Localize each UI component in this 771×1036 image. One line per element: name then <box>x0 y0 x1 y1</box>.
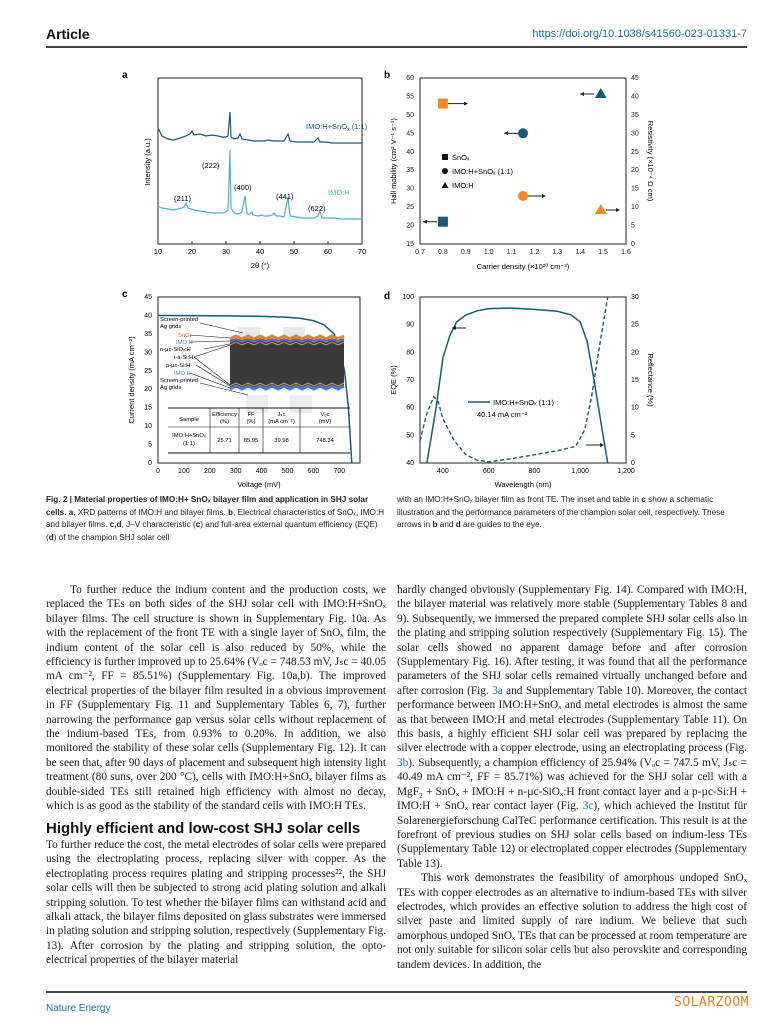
cell-efficiency: 25.71 <box>217 438 232 444</box>
peak-441: (441) <box>276 192 294 201</box>
axis-label-x-b: Carrier density (×10²⁰ cm⁻³) <box>476 262 570 271</box>
axis-label-y-c: Current density (mA cm⁻²) <box>127 336 136 424</box>
figure-panel-d <box>380 287 660 492</box>
x-ticks-b <box>415 249 631 256</box>
paragraph: hardly changed obviously (Supplementary Fig. 14). Compared with IMO:H, the bilayer material was relatively more stable (Supplementary Tables 8 and 9). Subsequently, we immersed the prepared complete SHJ solar cells also in the plating and stripping solution respectively (Supplementary Fig. 15). The solar cells showed no apparent damage before and after corrosion (Supplementary Fig. 16). After testing, it was found that all the performance parameters of the SHJ solar cells remained virtually unchanged before and after corrosion (Fig. 3a and Supplementary Table 10). Moreover, the contact performance between IMO:H+SnOₓ and metal electrodes is almost the same as that between IMO:H and metal electrodes (Supplementary Table 11). On this basis, a highly efficient SHJ solar cell was prepared by replacing the silver electrode with a copper electrode, using an electroplating process (Fig. 3b). Subsequently, a champion efficiency of 25.94% (Vₒc = 747.5 mV, Jₛc = 40.49 mA cm⁻², FF = 85.71%) was achieved for the SHJ solar cell with a MgF₂ + SnOₓ + IMO:H + n-µc-SiOₓ:H front contact layer and a p-µc-Si:H + IMO:H + SnOₓ rear contact layer (Fig. 3c), which achieved the Institut für Solarenergieforschung CalTeC performance certification. This result is at the forefront of previous studies on SHJ solar cells based on indium-less TEs (Supplementary Table 12) or electroplated copper electrodes (Supplementary Table 13). <box>397 584 747 870</box>
svg-text:100: 100 <box>402 294 414 301</box>
svg-text:20: 20 <box>144 386 152 394</box>
svg-text:40.14 mA cm⁻²: 40.14 mA cm⁻² <box>477 410 528 419</box>
svg-text:35: 35 <box>144 330 152 338</box>
svg-text:Screen-printed: Screen-printed <box>160 317 199 323</box>
svg-text:10: 10 <box>144 423 152 431</box>
watermark: SOLARZOOM <box>674 995 749 1010</box>
header-rule <box>46 46 747 48</box>
svg-text:40: 40 <box>406 460 414 467</box>
svg-text:FF: FF <box>247 412 255 418</box>
cell-jsc: 39.98 <box>274 438 289 444</box>
axis-label-y-d: EQE (%) <box>389 365 398 395</box>
fig-3a-link[interactable]: 3a <box>492 684 503 697</box>
svg-text:80: 80 <box>406 349 414 357</box>
svg-text:1.1: 1.1 <box>506 249 517 256</box>
svg-text:700: 700 <box>333 468 346 475</box>
svg-text:15: 15 <box>144 404 152 412</box>
marker-imoh-resistivity <box>595 204 607 214</box>
svg-text:20: 20 <box>631 167 639 175</box>
svg-text:10: 10 <box>631 404 639 412</box>
marker-bilayer-resistivity <box>518 191 528 201</box>
figure-panel-c <box>118 287 380 492</box>
cell-ff: 85.95 <box>243 438 259 444</box>
svg-text:50: 50 <box>289 247 299 256</box>
marker-snox-mobility <box>438 217 448 227</box>
svg-text:Jₛc: Jₛc <box>277 412 286 418</box>
svg-text:1.4: 1.4 <box>575 249 586 256</box>
svg-text:Ag grids: Ag grids <box>160 324 182 330</box>
svg-text:p-µc-Si:H: p-µc-Si:H <box>166 363 191 369</box>
paragraph: This work demonstrates the feasibility of amorphous undoped SnOₓ TEs with copper electrodes as an alternative to indium-based TEs with silver electrodes, which provides an effective solution to address the high cost of silver paste and limited supply of rare indium. We believe that such amorphous undoped SnOₓ TEs that can be processed at room temperature are not only suitable for silicon solar cells but also perovskite and corresponding tandem devices. In addition, the <box>397 872 747 971</box>
svg-text:20: 20 <box>631 349 639 357</box>
svg-text:50: 50 <box>406 111 414 119</box>
svg-text:40: 40 <box>631 93 639 101</box>
axis-label-y-right-b: Resistivity (×10⁻⁴ Ω cm) <box>646 120 655 202</box>
svg-text:Efficiency: Efficiency <box>212 412 237 418</box>
svg-text:35: 35 <box>406 167 414 175</box>
svg-text:500: 500 <box>281 468 294 475</box>
axis-label-y-a: Intensity (a.u.) <box>143 138 152 186</box>
svg-text:0.8: 0.8 <box>438 249 448 256</box>
svg-text:600: 600 <box>307 468 320 475</box>
svg-text:IMO:H: IMO:H <box>174 371 191 377</box>
svg-text:50: 50 <box>406 432 414 440</box>
axis-label-x-d: Wavelength (nm) <box>494 480 552 489</box>
svg-text:1.3: 1.3 <box>552 249 563 256</box>
panel-label-a: a <box>122 70 128 81</box>
svg-text:(mA cm⁻²): (mA cm⁻²) <box>268 419 295 425</box>
svg-text:15: 15 <box>631 377 639 384</box>
svg-text:5: 5 <box>148 441 152 449</box>
svg-text:(mV): (mV) <box>318 419 332 425</box>
peak-400: (400) <box>234 183 252 192</box>
svg-text:IMO:H+SnOx (1:1): IMO:H+SnO$_x$ (1:1) <box>306 122 368 133</box>
y-ticks-c <box>144 294 152 467</box>
figure-panel-a <box>118 62 380 277</box>
svg-text:40: 40 <box>255 247 265 256</box>
svg-text:200: 200 <box>203 468 216 475</box>
svg-text:30: 30 <box>221 247 231 256</box>
svg-text:SnOₓ: SnOₓ <box>178 333 192 339</box>
svg-text:60: 60 <box>323 247 333 256</box>
peak-222: (222) <box>202 161 220 170</box>
y-ticks-d <box>402 294 414 467</box>
svg-text:10: 10 <box>631 204 639 212</box>
svg-text:1.5: 1.5 <box>598 249 608 256</box>
svg-text:0.7: 0.7 <box>415 249 425 256</box>
svg-text:1.2: 1.2 <box>529 249 540 256</box>
performance-table <box>168 408 350 453</box>
svg-text:15: 15 <box>406 241 414 248</box>
svg-text:5: 5 <box>631 222 635 230</box>
svg-text:1.6: 1.6 <box>621 249 631 256</box>
svg-text:Ag grids: Ag grids <box>160 385 182 391</box>
doi-link[interactable]: https://doi.org/10.1038/s41560-023-01331-7 <box>532 28 747 40</box>
fig-3c-link[interactable]: 3c <box>582 800 594 813</box>
svg-text:300: 300 <box>229 468 242 475</box>
svg-text:i-a-Si:H: i-a-Si:H <box>174 355 194 361</box>
body-column-right <box>397 583 747 972</box>
series-label-bilayer: IMO:H+SnO <box>306 122 348 131</box>
svg-text:IMO:H+SnOₓ: IMO:H+SnOₓ <box>172 433 206 439</box>
svg-text:Vₒc: Vₒc <box>320 412 330 418</box>
svg-text:55: 55 <box>406 93 414 101</box>
svg-text:25: 25 <box>631 321 639 329</box>
svg-text:45: 45 <box>144 294 152 301</box>
svg-text:(1:1): (1:1) <box>183 441 195 447</box>
svg-text:0: 0 <box>631 241 635 248</box>
th-sample: Sample <box>179 417 199 423</box>
paragraph: To further reduce the indium content and the production costs, we replaced the TEs on both sides of the SHJ solar cell with IMO:H+SnOₓ bilayer films. The cell structure is shown in Supplementary Fig. 10a. As with the replacement of the front TE with a single layer of SnOₓ film, the indium content of the solar cell is also reduced by 50%, while the efficiency is further improved up to 25.64% (Vₒc = 748.53 mV, Jₛc = 40.05 mA cm⁻², FF = 85.51%) (Supplementary Fig. 10a,b). The improved electrical properties of the bilayer film resulted in a obvious improvement in FF (Supplementary Fig. 11 and Supplementary Tables 6, 7), further narrowing the performance gap versus solar cells without replacement of the indium-based TEs, from 0.93% to 0.20%. In addition, we also monitored the stability of these solar cells (Supplementary Fig. 12). It can be seen that, after 90 days of placement and subsequent high intensity light treatment (80 suns, over 200 °C), cells with IMO:H+SnOₓ bilayer films as double-sided TEs still retained high efficiency with almost no decay, which is as good as the stability of the standard cells with IMO:H TEs. <box>46 584 386 813</box>
svg-text:10: 10 <box>153 247 163 256</box>
svg-text:35: 35 <box>631 111 639 119</box>
svg-text:20: 20 <box>187 247 197 256</box>
section-label: Article <box>46 26 90 42</box>
legend-d <box>468 398 558 419</box>
panel-label-b: b <box>384 70 391 81</box>
svg-text:30: 30 <box>406 185 414 193</box>
svg-text:70: 70 <box>357 247 367 256</box>
svg-text:70: 70 <box>406 377 414 384</box>
y-ticks-right-d <box>631 294 639 467</box>
svg-text:45: 45 <box>631 75 639 82</box>
svg-text:1,000: 1,000 <box>571 468 589 475</box>
svg-text:40: 40 <box>406 148 414 156</box>
svg-text:1.0: 1.0 <box>483 249 494 256</box>
svg-text:400: 400 <box>437 468 449 475</box>
y-ticks-right-b <box>631 75 639 248</box>
axis-label-x-a: 2θ (°) <box>250 261 270 270</box>
svg-text:20: 20 <box>406 222 414 230</box>
legend-b <box>442 153 514 190</box>
svg-text:25: 25 <box>631 148 639 156</box>
svg-text:0.9: 0.9 <box>460 249 471 256</box>
figure-caption-right: with an IMO:H+SnOₓ bilayer film as front TE. The inset and table in c show a schematic illustration and the performance parameters of the champion solar cell, respectively. These arrows in b and d are guides to the eye. <box>397 495 725 530</box>
paragraph: To further reduce the cost, the metal electrodes of solar cells were prepared using the electroplating process, replacing silver with copper. As the electroplating process requires plating and stripping processes²², the SHJ solar cells will then be subjected to strong acid plating solution and alkali stripping solution. To test whether the bilayer films can withstand acid and alkali attack, the bilayer films deposited on glass substrates were immersed in plating solution and stripping solution, respectively (Supplementary Fig. 13). After corrosion by the plating and stripping solution, the opto-electrical properties of the bilayer material <box>46 838 386 967</box>
y-ticks-b <box>406 75 414 248</box>
svg-text:15: 15 <box>631 185 639 193</box>
peak-622: (622) <box>308 204 326 213</box>
x-ticks-c <box>156 468 345 475</box>
body-column-left <box>46 583 386 968</box>
svg-text:600: 600 <box>482 468 495 475</box>
axis-label-x-c: Voltage (mV) <box>237 480 281 489</box>
figure-caption-left: Fig. 2 | Material properties of IMO:H+ SnOₓ bilayer film and application in SHJ solar cells. a, XRD patterns of IMO:H and bilayer films. b, Electrical characteristics of SnOₓ, IMO:H and bilayer films. c,d, J–V characteristic (c) and full-area external quantum efficiency (EQE) (d) of the champion SHJ solar cell <box>46 495 385 542</box>
svg-text:40: 40 <box>144 312 152 320</box>
fig-3b-link[interactable]: 3b <box>397 756 409 769</box>
marker-bilayer-mobility <box>518 128 528 138</box>
svg-text:400: 400 <box>255 468 268 475</box>
cell-voc: 748.34 <box>316 438 334 444</box>
svg-text:IMO:H: IMO:H <box>176 340 193 346</box>
panel-label-d: d <box>384 291 391 302</box>
svg-text:25: 25 <box>406 204 414 212</box>
svg-text:90: 90 <box>406 321 414 329</box>
svg-text:30: 30 <box>144 349 152 357</box>
svg-text:IMO:H: IMO:H <box>452 181 474 190</box>
svg-text:(%): (%) <box>246 419 256 425</box>
svg-text:5: 5 <box>631 432 635 440</box>
cell-structure-inset <box>160 317 344 413</box>
svg-text:n-µc-SiOₓ:H: n-µc-SiOₓ:H <box>160 347 191 353</box>
svg-text:25: 25 <box>144 367 152 375</box>
svg-text:1,200: 1,200 <box>617 468 635 475</box>
axis-label-y-b: Hall mobility (cm² V⁻¹ s⁻¹) <box>389 118 398 204</box>
peak-211: (211) <box>174 194 191 203</box>
journal-name: Nature Energy <box>46 1003 111 1014</box>
svg-text:30: 30 <box>631 294 639 301</box>
svg-text:0: 0 <box>156 468 160 475</box>
svg-text:45: 45 <box>406 130 414 138</box>
section-heading: Highly efficient and low-cost SHJ solar cells <box>46 819 361 837</box>
svg-text:IMO:H+SnOₓ (1:1) :: IMO:H+SnOₓ (1:1) : <box>493 398 559 407</box>
svg-text:100: 100 <box>178 468 190 475</box>
svg-text:SnOₓ: SnOₓ <box>452 153 470 162</box>
svg-text:Screen-printed: Screen-printed <box>160 378 199 384</box>
x-ticks-a <box>154 241 366 256</box>
x-ticks-d <box>437 468 635 475</box>
axis-label-y-right-d: Reflectance (%) <box>646 353 655 407</box>
marker-imoh-mobility <box>595 88 607 98</box>
svg-text:30: 30 <box>631 130 639 138</box>
svg-text:0: 0 <box>148 460 152 467</box>
svg-text:60: 60 <box>406 75 414 82</box>
svg-text:IMO:H+SnOₓ (1:1): IMO:H+SnOₓ (1:1) <box>452 167 514 176</box>
footer-rule <box>46 991 747 993</box>
figure-panel-b <box>380 62 660 277</box>
series-label-imoh: IMO:H <box>328 188 350 197</box>
panel-label-c: c <box>122 289 128 300</box>
xrd-series-imoh <box>158 150 362 219</box>
svg-text:800: 800 <box>528 468 541 475</box>
marker-snox-resistivity <box>438 99 448 109</box>
svg-text:(%): (%) <box>219 419 230 425</box>
svg-text:0: 0 <box>631 460 635 467</box>
svg-text:60: 60 <box>406 404 414 412</box>
